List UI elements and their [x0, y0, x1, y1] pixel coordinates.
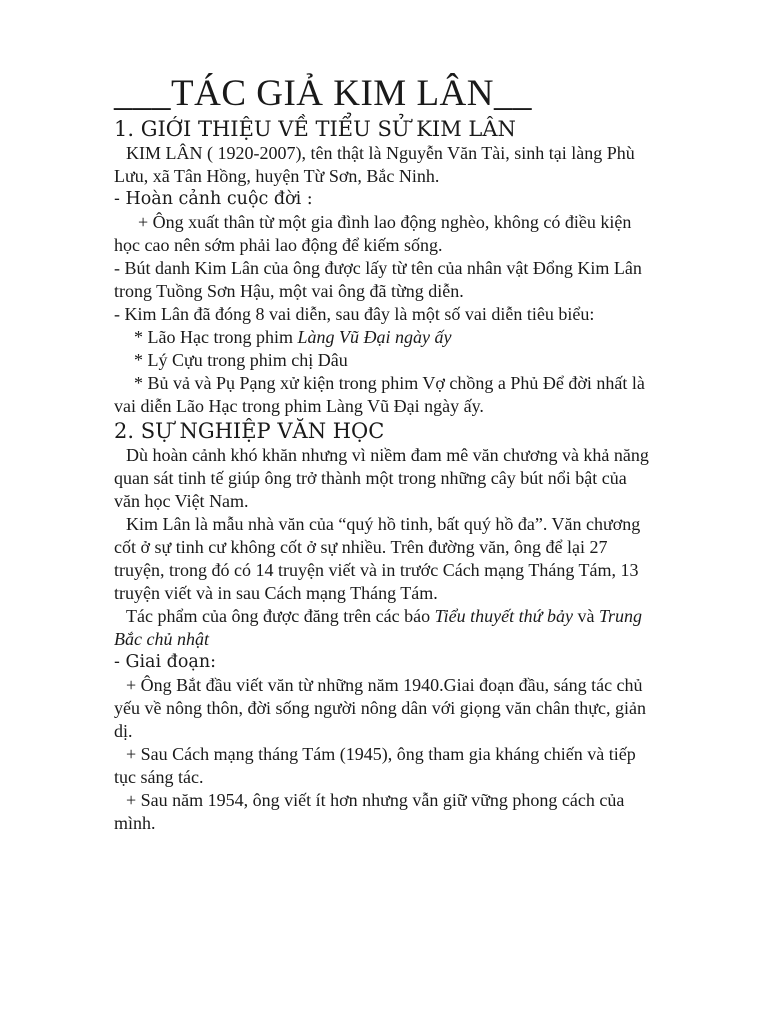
- period-paragraph-1: + Ông Bắt đầu viết văn từ những năm 1940.Giai đoạn đầu, sáng tác chủ yếu về nông thôn, đời sống người nông dân với giọng văn chân thực, giản dị.: [114, 675, 646, 741]
- document-body: [114, 72, 654, 835]
- period-paragraph-3: + Sau năm 1954, ông viết ít hơn nhưng vẫn giữ vững phong cách của mình.: [114, 790, 625, 833]
- career-3-text: Tác phẩm của ông được đăng trên các báo: [126, 606, 435, 626]
- role-1-film-title: Làng Vũ Đại ngày ấy: [297, 327, 452, 347]
- life-paragraph-2: - Bút danh Kim Lân của ông được lấy từ tên của nhân vật Đổng Kim Lân trong Tuồng Sơn Hậu, một vai ông đã từng diễn.: [114, 258, 642, 301]
- role-item-1: [114, 326, 654, 349]
- career-paragraph-3: [114, 605, 654, 651]
- life-paragraph-1: + Ông xuất thân từ một gia đình lao động nghèo, không có điều kiện học cao nên sớm phải lao động để kiếm sống.: [114, 212, 632, 255]
- career-3-conjunction: và: [572, 606, 599, 626]
- newspaper-title-1: Tiểu thuyết thứ bảy: [434, 606, 573, 626]
- life-subheading: - Hoàn cảnh cuộc đời :: [114, 189, 313, 209]
- newspaper-title-2: Trung Bắc chủ nhật: [114, 606, 642, 649]
- life-paragraph-3: - Kim Lân đã đóng 8 vai diễn, sau đây là một số vai diễn tiêu biểu:: [114, 304, 595, 324]
- section-2-heading: 2. SỰ NGHIỆP VĂN HỌC: [114, 419, 385, 443]
- role-1-text: * Lão Hạc trong phim: [134, 327, 298, 347]
- career-paragraph-2: Kim Lân là mẫu nhà văn của “quý hồ tinh, bất quý hồ đa”. Văn chương cốt ở sự tinh cư không cốt ở sự nhiều. Trên đường văn, ông để lại 27 truyện, trong đó có 14 truyện viết và in trước Cách mạng Tháng Tám, 13 truyện viết và in sau Cách mạng Tháng Tám.: [114, 514, 641, 603]
- section-1-heading: 1. GIỚI THIỆU VỀ TIỂU SỬ KIM LÂN: [114, 117, 516, 141]
- role-item-3: * Bủ vả và Pụ Pạng xử kiện trong phim Vợ chồng a Phủ Để đời nhất là vai diễn Lão Hạc trong phim Làng Vũ Đại ngày ấy.: [114, 373, 645, 416]
- periods-subheading: - Giai đoạn:: [114, 652, 216, 672]
- document-title: ___TÁC GIẢ KIM LÂN__: [114, 73, 532, 114]
- role-item-2: * Lý Cựu trong phim chị Dâu: [134, 350, 348, 370]
- career-paragraph-1: Dù hoàn cảnh khó khăn nhưng vì niềm đam mê văn chương và khả năng quan sát tinh tế giúp ông trở thành một trong những cây bút nổi bật của văn học Việt Nam.: [114, 445, 649, 511]
- period-paragraph-2: + Sau Cách mạng tháng Tám (1945), ông tham gia kháng chiến và tiếp tục sáng tác.: [114, 744, 636, 787]
- intro-paragraph: KIM LÂN ( 1920-2007), tên thật là Nguyễn Văn Tài, sinh tại làng Phù Lưu, xã Tân Hồng, huyện Từ Sơn, Bắc Ninh.: [114, 143, 635, 186]
